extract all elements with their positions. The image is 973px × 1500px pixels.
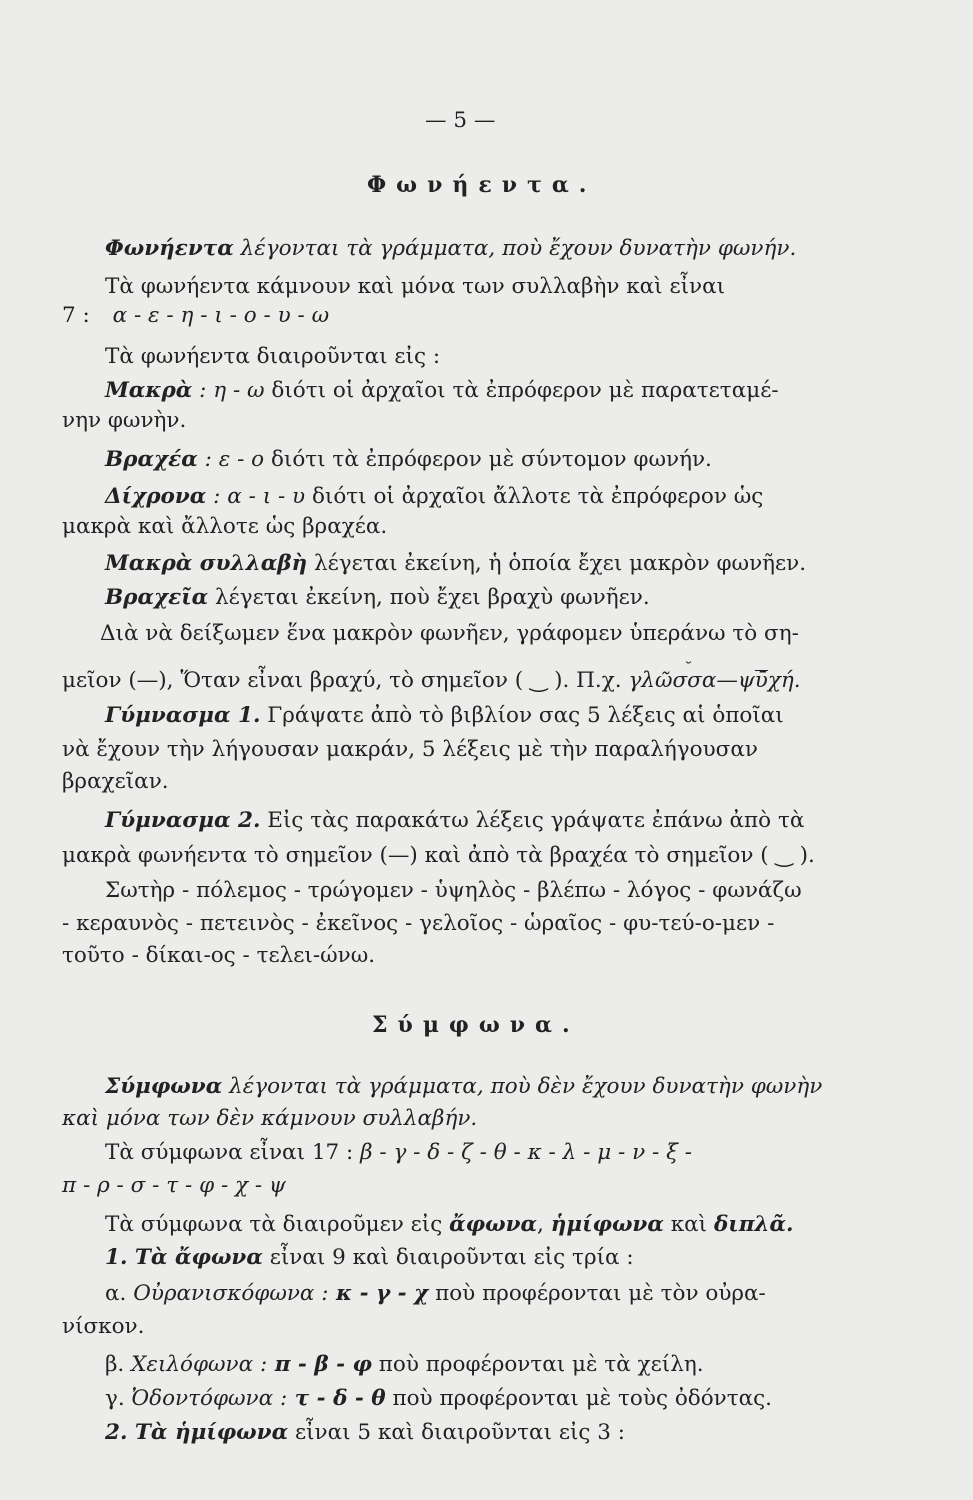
short-syllable-term: Βραχεῖα [105,585,209,610]
exercise-2-line-2: μακρὰ φωνήεντα τὸ σημεῖον (—) καὶ ἀπὸ τὰ βραχέα τὸ σημεῖον ( ‿ ). [62,843,815,868]
labial-letters: π - β - φ [267,1352,372,1377]
long-vowels-cont: νην φωνὴν. [62,408,187,433]
consonants-term: Σύμφωνα [105,1074,223,1099]
marking-text: μεῖον (—), Ὅταν εἶναι βραχύ, τὸ σημεῖον ( ‿ ). Π.χ. [62,668,629,693]
divide-and: καὶ [663,1212,714,1237]
dental-label: γ. [105,1386,132,1411]
long-vowels-text: διότι οἱ ἀρχαῖοι τὰ ἐπρόφερον μὲ παρατεταμέ- [264,378,779,403]
section-heading-consonants: Σύμφωνα. [372,1012,580,1038]
palatal-letters: κ - γ - χ [328,1281,429,1306]
short-syllable-text: λέγεται ἐκείνη, ποὺ ἔχει βραχὺ φωνῆεν. [208,585,650,610]
long-syllable-text: λέγεται ἐκείνη, ἡ ὁποία ἔχει μακρὸν φωνῆεν. [307,551,807,576]
semivowels-line [105,1418,625,1448]
divide-separator: , [537,1212,551,1237]
vowels-count-line: Τὰ φωνήεντα κάμνουν καὶ μόνα των συλλαβὴν καὶ εἶναι [105,274,726,299]
labial-line [105,1350,704,1380]
section-heading-vowels: Φωνήεντα. [367,172,597,198]
mutes-line [105,1243,634,1273]
long-syllable-line [105,549,806,579]
word-list-line-3: τοῦτο - δίκαι-ος - τελει-ώνω. [62,943,376,968]
double-vowels-letters: : α - ι - υ [206,484,306,509]
semivowels-term: ἡμίφωνα [550,1212,664,1237]
double-vowels-line [105,482,763,512]
long-syllable-term: Μακρὰ συλλαβὴ [105,551,308,576]
palatal-term: Οὐρανισκόφωνα : [133,1281,329,1306]
short-vowels-term: Βραχέα [105,447,198,472]
exercise-1-text: Γράψατε ἀπὸ τὸ βιβλίον σας 5 λέξεις αἱ ὁποῖαι [260,703,784,728]
marking-line-1: Διὰ νὰ δείξωμεν ἕνα μακρὸν φωνῆεν, γράφομεν ὑπεράνω τὸ ση- [100,621,799,646]
labial-term: Χειλόφωνα : [131,1352,268,1377]
mutes-term: ἄφωνα [449,1212,538,1237]
double-vowels-term: Δίχρονα [105,484,207,509]
vowels-list-line [62,301,329,331]
exercise-1-term: Γύμνασμα 1. [105,703,261,728]
consonants-definition-text: λέγονται τὰ γράμματα, ποὺ δὲν ἔχουν δυνατὴν φωνὴν [222,1074,823,1099]
vowels-definition [105,234,796,264]
double-vowels-text: διότι οἱ ἀρχαῖοι ἄλλοτε τὰ ἐπρόφερον ὡς [305,484,764,509]
semivowels-heading: 2. Τὰ ἡμίφωνα [105,1420,289,1445]
short-syllable-line [105,583,650,613]
long-vowels-term: Μακρὰ [105,378,193,403]
double-vowels-cont: μακρὰ καὶ ἄλλοτε ὡς βραχέα. [62,514,388,539]
semivowels-text: εἶναι 5 καὶ διαιροῦνται εἰς 3 : [288,1420,626,1445]
labial-text: ποὺ προφέρονται μὲ τὰ χείλη. [371,1352,704,1377]
consonants-divide-text: Τὰ σύμφωνα τὰ διαιροῦμεν εἰς [105,1212,450,1237]
example-word-glossa: γλῶ˘ σσα [628,668,716,693]
short-vowels-text: διότι τὰ ἐπρόφερον μὲ σύντομον φωνήν. [264,447,712,472]
long-vowels-letters: : η - ω [192,378,265,403]
exercise-1-line-2: νὰ ἔχουν τὴν λήγουσαν μακράν, 5 λέξεις μὲ τὴν παραλήγουσαν [62,737,758,762]
short-vowels-letters: : ε - ο [197,447,265,472]
long-vowels-line [105,376,779,406]
consonants-definition-cont: καὶ μόνα των δὲν κάμνουν συλλαβήν. [62,1106,478,1131]
vowels-term: Φωνήεντα [105,236,234,261]
exercise-1-line-3: βραχεῖαν. [62,769,169,794]
labial-label: β. [105,1352,132,1377]
marking-line-2 [62,666,801,696]
word-list-line-2: - κεραυνὸς - πετεινὸς - ἐκεῖνος - γελοῖος - ὡραῖος - φυ-τεύ-ο-μεν - [62,911,775,936]
word-list-line-1: Σωτὴρ - πόλεμος - τρώγομεν - ὑψηλὸς - βλέπω - λόγος - φωνάζω [105,878,802,903]
short-vowels-line [105,445,712,475]
dental-line [105,1384,772,1414]
palatal-line [105,1279,766,1309]
mutes-heading: 1. Τὰ ἄφωνα [105,1245,263,1270]
dental-letters: τ - δ - θ [287,1386,386,1411]
dental-term: Ὀδοντόφωνα : [131,1386,288,1411]
exercise-2-term: Γύμνασμα 2. [105,808,261,833]
example-separator: — [716,668,738,693]
palatal-label: α. [105,1281,134,1306]
exercise-2-text: Εἰς τὰς παρακάτω λέξεις γράψατε ἐπάνω ἀπὸ τὰ [260,808,805,833]
consonants-list-1: β - γ - δ - ζ - θ - κ - λ - μ - ν - ξ - [360,1140,693,1165]
example-word-psyche: ψῡχή. [737,668,801,693]
consonants-count-text: Τὰ σύμφωνα εἶναι 17 : [105,1140,361,1165]
vowels-count-prefix: 7 : [62,303,90,328]
exercise-2-line-1 [105,806,804,836]
palatal-cont: νίσκον. [62,1314,145,1339]
page-number: — 5 — [425,108,496,133]
palatal-text: ποὺ προφέρονται μὲ τὸν οὐρα- [428,1281,766,1306]
mutes-text: εἶναι 9 καὶ διαιροῦνται εἰς τρία : [262,1245,634,1270]
dental-text: ποὺ προφέρονται μὲ τοὺς ὀδόντας. [385,1386,773,1411]
consonants-list-2: π - ρ - σ - τ - φ - χ - ψ [62,1173,286,1198]
doubles-term: διπλᾶ. [713,1212,794,1237]
vowels-divided: Τὰ φωνήεντα διαιροῦνται εἰς : [105,344,441,369]
vowels-definition-text: λέγονται τὰ γράμματα, ποὺ ἔχουν δυνατὴν φωνήν. [233,236,797,261]
consonants-divide-line [105,1210,794,1240]
vowels-list: α - ε - η - ι - ο - υ - ω [112,303,330,328]
consonants-definition [105,1072,822,1102]
consonants-count-line [105,1138,692,1168]
exercise-1-line-1 [105,701,784,731]
